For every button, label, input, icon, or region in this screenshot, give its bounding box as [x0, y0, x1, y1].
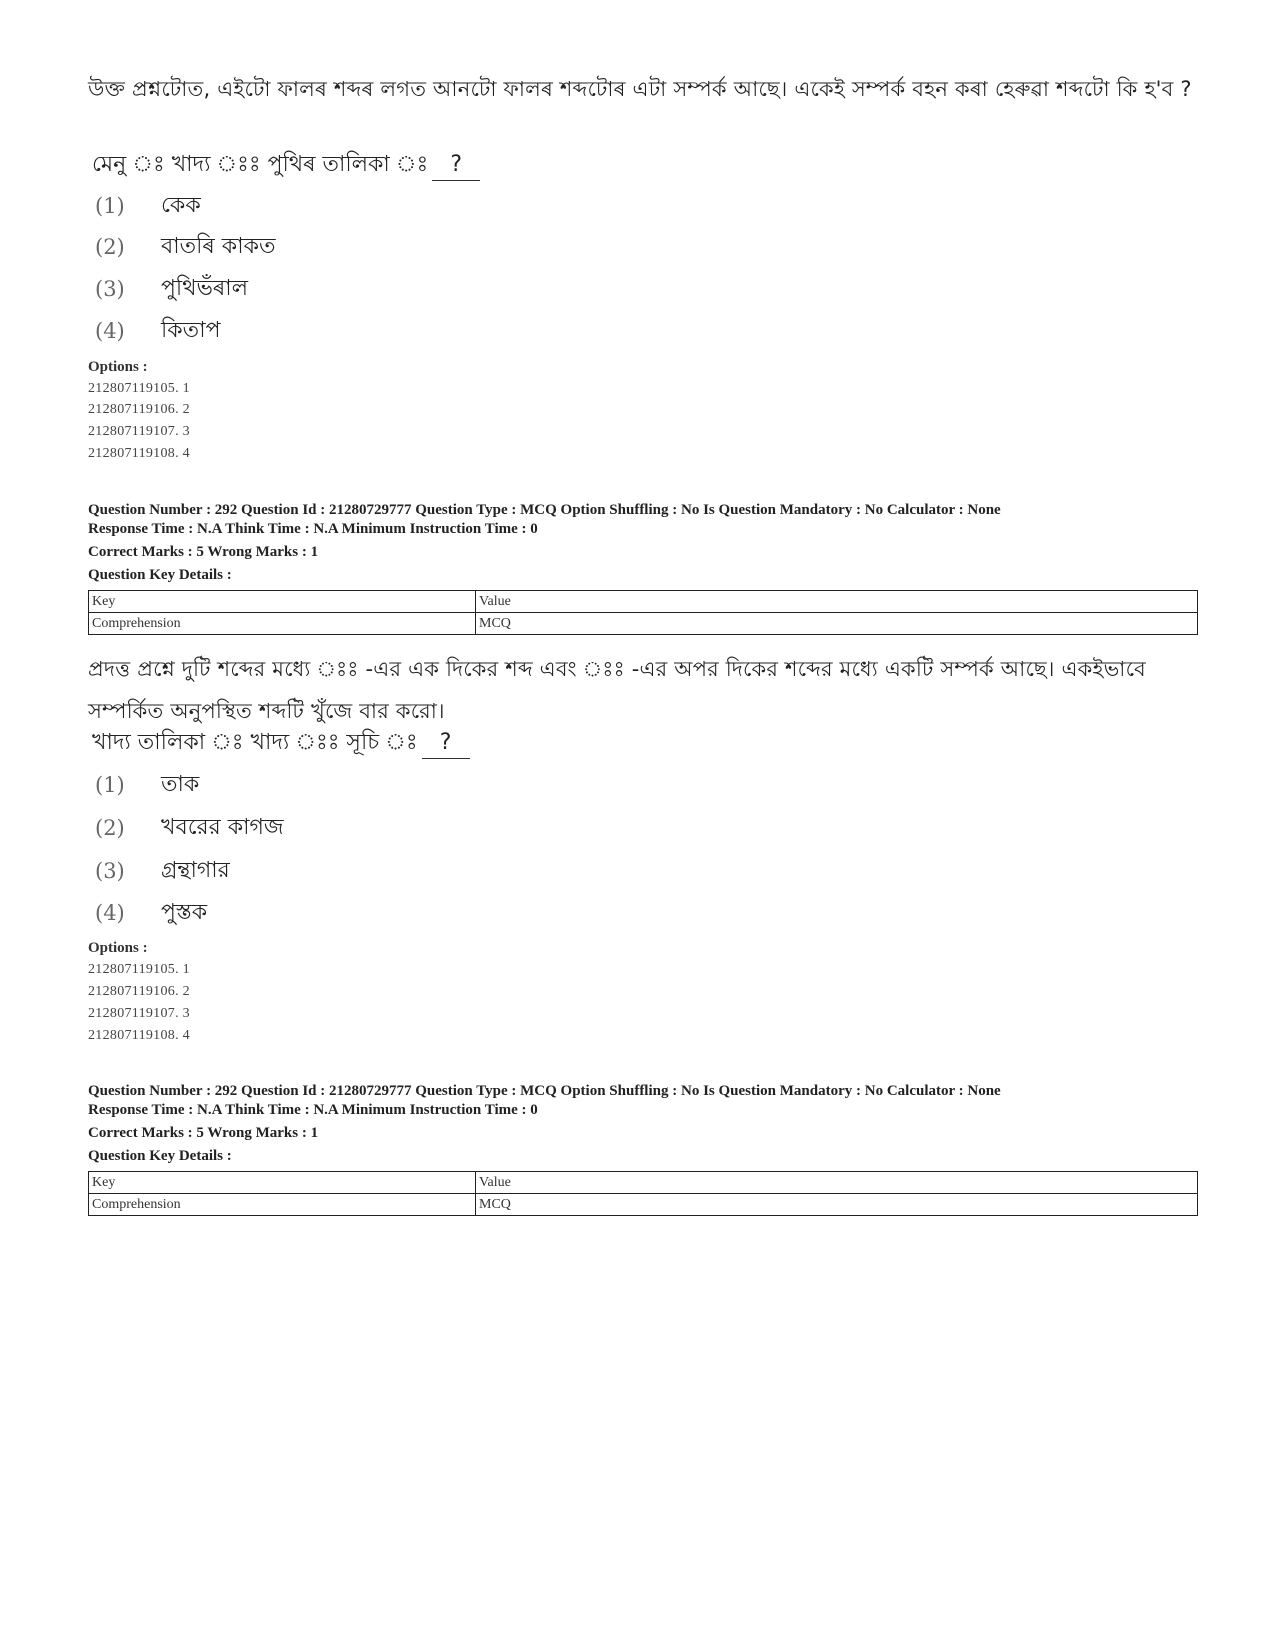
question-2-option-4 — [95, 898, 207, 928]
option-text: পুস্তক — [161, 899, 208, 925]
question-meta-line-1: Question Number : 292 Question Id : 21280729777 Question Type : MCQ Option Shuffling : No Is Question Mandatory : No Calculator : None — [88, 1083, 1001, 1099]
question-key-table — [88, 1171, 1198, 1216]
question-2-option-id-4: 212807119108. 4 — [88, 1028, 190, 1043]
option-text: কেক — [161, 192, 201, 218]
option-number: (1) — [95, 194, 125, 218]
table-cell-value: MCQ — [476, 613, 1198, 635]
table-cell-key: Comprehension — [89, 613, 476, 635]
question-2-analogy — [92, 728, 470, 759]
question-2-option-3 — [95, 856, 230, 886]
option-number: (2) — [95, 816, 125, 840]
option-text: পুথিভঁৰাল — [161, 275, 249, 301]
question-meta-marks: Correct Marks : 5 Wrong Marks : 1 — [88, 1125, 319, 1141]
option-text: গ্রন্থাগার — [161, 857, 230, 883]
question-meta-line-2: Response Time : N.A Think Time : N.A Minimum Instruction Time : 0 — [88, 521, 538, 537]
question-2-analogy-text: খাদ্য তালিকা ঃ খাদ্য ঃঃ সূচি ঃ — [92, 730, 418, 755]
question-meta-line-1: Question Number : 292 Question Id : 21280729777 Question Type : MCQ Option Shuffling : No Is Question Mandatory : No Calculator : None — [88, 502, 1001, 518]
table-cell-key-header: Key — [89, 1172, 476, 1194]
option-number: (3) — [95, 277, 125, 301]
table-cell-value-header: Value — [476, 1172, 1198, 1194]
question-1-options-label: Options : — [88, 359, 148, 375]
question-1-option-3 — [95, 274, 248, 304]
question-key-table — [88, 590, 1198, 635]
table-cell-value: MCQ — [476, 1194, 1198, 1216]
question-2-options-label: Options : — [88, 940, 148, 956]
table-cell-key: Comprehension — [89, 1194, 476, 1216]
question-2-option-id-2: 212807119106. 2 — [88, 984, 190, 999]
option-number: (3) — [95, 859, 125, 883]
question-1-option-4 — [95, 316, 221, 346]
question-1-blank: ? — [432, 150, 480, 181]
question-meta-marks: Correct Marks : 5 Wrong Marks : 1 — [88, 544, 319, 560]
question-2-option-id-1: 212807119105. 1 — [88, 962, 190, 977]
option-number: (2) — [95, 235, 125, 259]
question-1-option-1 — [95, 191, 201, 221]
question-meta-line-2: Response Time : N.A Think Time : N.A Minimum Instruction Time : 0 — [88, 1102, 538, 1118]
table-row — [89, 1194, 1198, 1216]
option-text: তাক — [161, 771, 200, 797]
option-number: (4) — [95, 319, 125, 343]
question-1-analogy — [92, 150, 480, 181]
question-2-option-2 — [95, 813, 284, 843]
question-2-option-1 — [95, 770, 199, 800]
question-key-details-label: Question Key Details : — [88, 567, 232, 583]
question-2-stem: প্রদত্ত প্রশ্নে দুটি শব্দের মধ্যে ঃঃ -এর এক দিকের শব্দ এবং ঃঃ -এর অপর দিকের শব্দের মধ্যে একটি সম্পর্ক আছে। একইভাবে সম্পর্কিত অনুপস্থিত শব্দটি খুঁজে বার করো। — [88, 657, 1146, 723]
option-number: (4) — [95, 901, 125, 925]
question-1-option-id-1: 212807119105. 1 — [88, 381, 190, 396]
table-cell-value-header: Value — [476, 591, 1198, 613]
question-1-option-2 — [95, 232, 275, 262]
question-1-option-id-2: 212807119106. 2 — [88, 402, 190, 417]
option-number: (1) — [95, 773, 125, 797]
option-text: বাতৰি কাকত — [161, 233, 276, 259]
question-1-analogy-text: মেনু ঃ খাদ্য ঃঃ পুথিৰ তালিকা ঃ — [92, 152, 429, 177]
option-text: কিতাপ — [161, 317, 221, 343]
table-row — [89, 613, 1198, 635]
question-key-details-label: Question Key Details : — [88, 1148, 232, 1164]
table-header-row — [89, 591, 1198, 613]
question-1-option-id-4: 212807119108. 4 — [88, 446, 190, 461]
question-2-option-id-3: 212807119107. 3 — [88, 1006, 190, 1021]
question-1-stem: উক্ত প্ৰশ্নটোত, এইটো ফালৰ শব্দৰ লগত আনটো ফালৰ শব্দটোৰ এটা সম্পৰ্ক আছে। একেই সম্পৰ্ক বহন কৰা হেৰুৱা শব্দটো কি হ'ব ? — [88, 77, 1192, 101]
question-1-option-id-3: 212807119107. 3 — [88, 424, 190, 439]
table-cell-key-header: Key — [89, 591, 476, 613]
option-text: খবরের কাগজ — [161, 814, 284, 840]
table-header-row — [89, 1172, 1198, 1194]
question-2-blank: ? — [422, 728, 470, 759]
